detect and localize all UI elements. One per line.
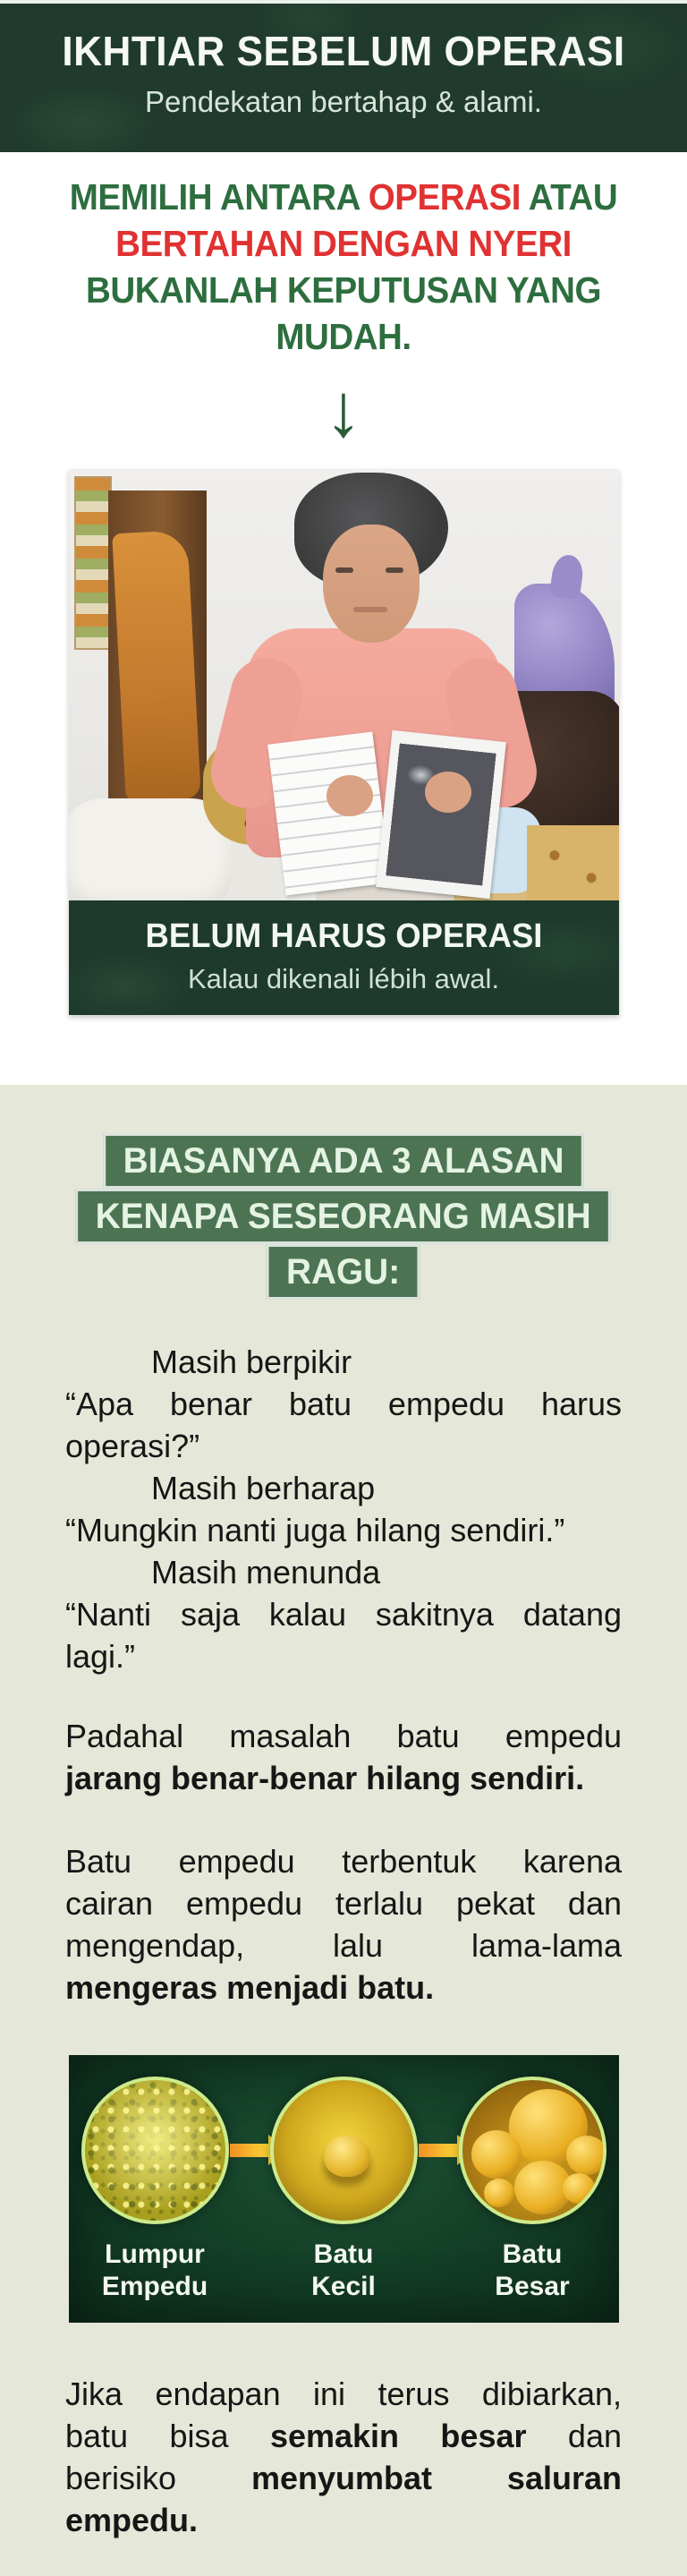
padahal-line-1: Padahal masalah batu empedu (65, 1718, 622, 1754)
closing-line-3 (65, 2457, 622, 2499)
label-spacer (419, 2239, 458, 2303)
wall-poster (74, 476, 112, 650)
intro-section (0, 152, 687, 1085)
headline-red-text: OPERASI (368, 176, 521, 218)
medical-document (267, 731, 391, 895)
stage-label-batu-kecil (270, 2239, 418, 2303)
purple-bag-knot (548, 553, 584, 600)
patterned-cloth (527, 825, 619, 900)
closing-paragraph (65, 2373, 622, 2541)
stage-label-text: Besar (495, 2272, 570, 2301)
orange-drape (112, 530, 201, 802)
closing-line-4: empedu. (65, 2502, 199, 2538)
doubt-quote-3: “Nanti saja kalau sakitnya datang (65, 1596, 622, 1633)
page-subtitle: Pendekatan bertahap & alami. (145, 85, 542, 118)
doubt-quote-1: “Apa benar batu empedu harus (65, 1386, 622, 1422)
large-stones-circle (459, 2077, 606, 2224)
headline-line-3: BUKANLAH KEPUTUSAN YANG (86, 269, 601, 311)
reasons-heading-line-1: BIASANYA ADA 3 ALASAN (103, 1133, 584, 1189)
progress-arrow-icon (419, 2144, 458, 2157)
headline-green-text: ATAU (528, 176, 618, 218)
reasons-section (0, 1085, 687, 2576)
large-gallstone (566, 2136, 606, 2175)
stage-label-lumpur-empedu (81, 2239, 229, 2303)
progress-arrow-icon (230, 2144, 269, 2157)
reasons-heading-line-3: RAGU: (267, 1244, 420, 1300)
headline-line-4: MUDAH. (276, 316, 411, 357)
headline-line-2: BERTAHAN DENGAN NYERI (115, 223, 572, 264)
progression-stages (81, 2077, 606, 2224)
caption-subtitle: Kalau dikenali lébih awal. (187, 963, 500, 994)
bile-sludge-circle (81, 2077, 229, 2224)
terbentuk-line-4: mengeras menjadi batu. (65, 1969, 435, 2006)
doubt-lead-3: Masih menunda (151, 1554, 381, 1591)
doubt-quote-2: “Mungkin nanti juga hilang sendiri.” (65, 1512, 565, 1548)
stage-label-text: Lumpur (105, 2239, 205, 2269)
closing-bold-text: menyumbat saluran (250, 2460, 622, 2496)
doubt-quote-3-cont: lagi.” (65, 1638, 136, 1675)
terbentuk-line-2: cairan empedu terlalu pekat dan (65, 1885, 622, 1922)
headline-line-1 (21, 174, 666, 220)
paragraph-terbentuk (65, 1840, 622, 2009)
caption-title: BELUM HARUS OPERASI (145, 917, 542, 955)
small-gallstone (324, 2136, 370, 2177)
stage-label-text: Batu (313, 2239, 374, 2269)
photo-caption-panel (69, 900, 619, 1015)
doubt-quote-1-cont: operasi?” (65, 1428, 200, 1464)
stage-label-text: Empedu (101, 2272, 208, 2301)
headline-green-text: MEMILIH ANTARA (69, 176, 360, 218)
main-headline (0, 152, 687, 360)
woman-face (323, 525, 420, 643)
stage-label-text: Batu (502, 2239, 563, 2269)
doubt-lead-1: Masih berpikir (151, 1343, 352, 1380)
reasons-heading-line-2: KENAPA SESEORANG MASIH (76, 1189, 612, 1244)
paragraph-padahal (65, 1715, 622, 1799)
ultrasound-result-sheet (376, 730, 506, 899)
doubts-list (65, 1341, 622, 1677)
down-arrow-icon: ↓ (325, 368, 362, 452)
ultrasound-scan-images (386, 744, 496, 885)
large-gallstone (484, 2179, 514, 2207)
closing-text: berisiko (65, 2460, 177, 2496)
stage-label-text: Kecil (311, 2272, 376, 2301)
large-gallstone (471, 2130, 522, 2179)
reasons-heading (0, 1133, 687, 1300)
label-spacer (230, 2239, 269, 2303)
stage-labels (81, 2239, 606, 2303)
hero-header (0, 4, 687, 152)
doubt-lead-2: Masih berharap (151, 1470, 376, 1506)
woman-left-hand (327, 775, 373, 816)
testimonial-photo-card (69, 469, 619, 1015)
stage-label-batu-besar (459, 2239, 606, 2303)
closing-line-2 (65, 2415, 622, 2457)
page-title: IKHTIAR SEBELUM OPERASI (62, 28, 625, 74)
small-stone-circle (270, 2077, 418, 2224)
large-gallstone (563, 2173, 595, 2204)
woman-right-hand (425, 772, 471, 813)
closing-bold-text: semakin besar (269, 2418, 527, 2454)
terbentuk-line-3: mengendap, lalu lama-lama (65, 1927, 622, 1964)
patient-photo (69, 469, 619, 900)
closing-text: dan (567, 2418, 622, 2454)
terbentuk-line-1: Batu empedu terbentuk karena (65, 1843, 622, 1880)
closing-line-1: Jika endapan ini terus dibiarkan, (65, 2376, 622, 2412)
gallstone-progression-figure (69, 2055, 619, 2323)
padahal-line-2: jarang benar-benar hilang sendiri. (65, 1760, 585, 1796)
closing-text: batu bisa (65, 2418, 229, 2454)
